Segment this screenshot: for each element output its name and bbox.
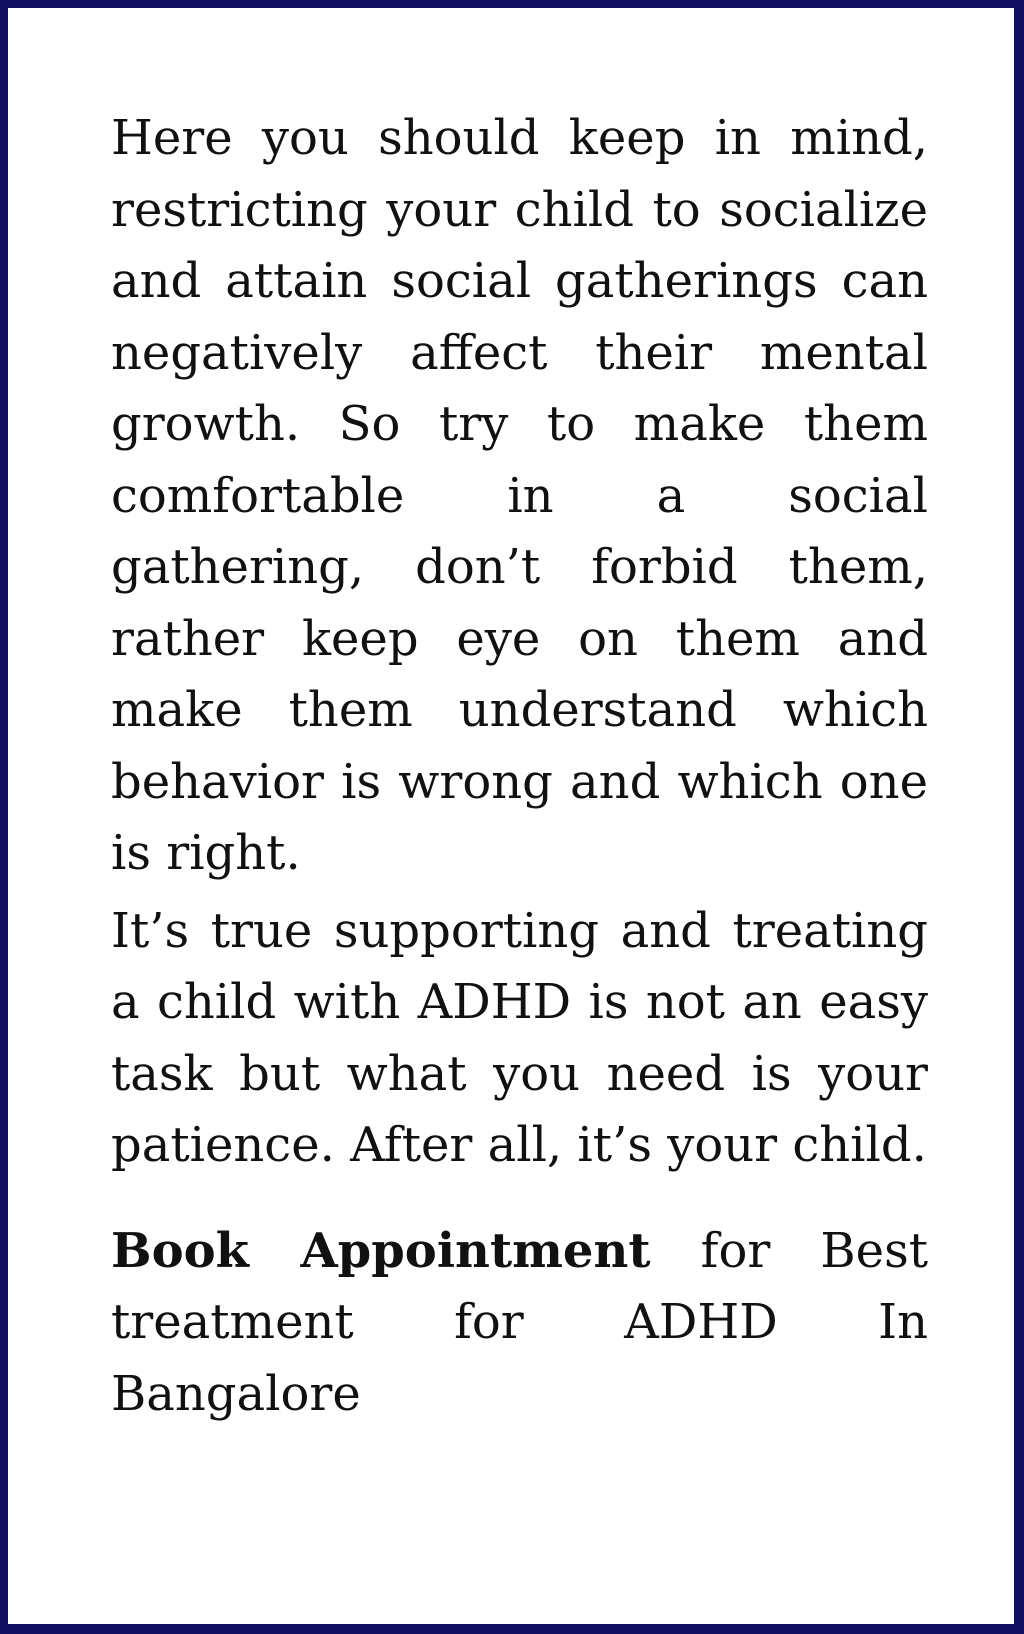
book-appointment-link[interactable]: Book Appointment (111, 1222, 651, 1279)
cta-rest-text: for Best treatment for ADHD In Bangalore (111, 1222, 929, 1422)
paragraph-socializing: Here you should keep in mind, restricting your child to socialize and attain social gatherings can negatively affect their mental growth. So try to make them comfortable in a social gathering, don’t forbid them, rather keep eye on them and make them understand which behavior is wrong and which one is right. (111, 110, 928, 881)
article-content (111, 103, 928, 1430)
paragraph-patience: It’s true supporting and treating a child with ADHD is not an easy task but what you need is your patience. After all, it’s your child. (111, 902, 928, 1173)
appointment-cta (111, 1216, 928, 1431)
